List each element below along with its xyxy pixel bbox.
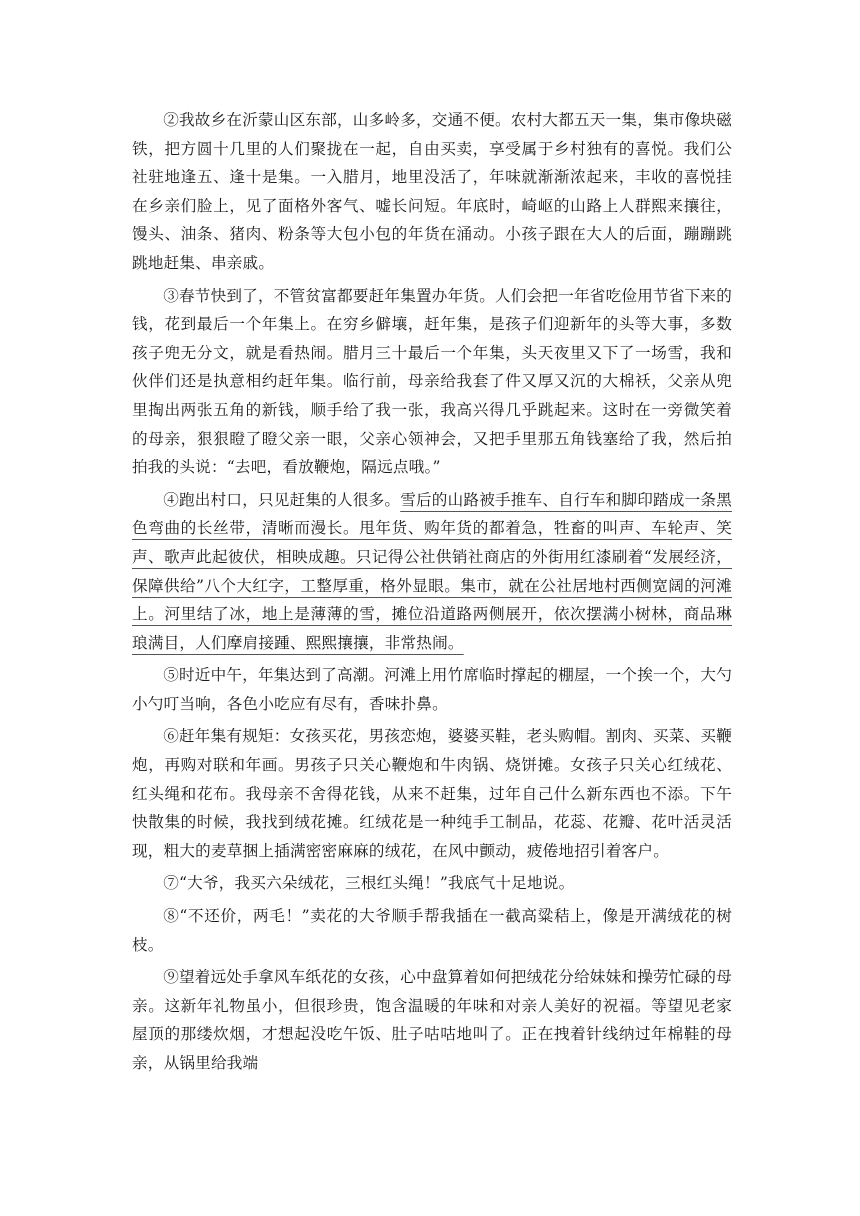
paragraph-6 [132,722,732,865]
document-body [132,106,732,1082]
paragraph-4 [132,486,732,658]
paragraph-text: ⑦“大爷，我买六朵绒花，三根红头绳！”我底气十足地说。 [163,874,575,893]
paragraph-text: ⑨望着远处手拿风车纸花的女孩，心中盘算着如何把绒花分给妹妹和操劳忙碌的母亲。这新年礼物虽小，但很珍贵，饱含温暖的年味和对亲人美好的祝福。等望见老家屋顶的那缕炊烟，才想起没吃午饭、肚子咕咕地叫了。正在拽着针线纳过年棉鞋的母亲，从锅里给我端 [132,968,732,1072]
paragraph-text: ⑥赶年集有规矩：女孩买花，男孩恋炮，婆婆买鞋，老头购帽。割肉、买菜、买鞭炮，再购对联和年画。男孩子只关心鞭炮和牛肉锅、烧饼摊。女孩子只关心红绒花、红头绳和花布。我母亲不舍得花钱，从来不赶集，过年自己什么新东西也不添。下午快散集的时候，我找到绒花摊。红绒花是一种纯手工制品，花蕊、花瓣、花叶活灵活现，粗大的麦草捆上插满密密麻麻的绒花，在风中颤动，疲倦地招引着客户。 [132,727,732,860]
paragraph-text: ④跑出村口，只见赶集的人很多。 [163,490,401,509]
paragraph-text: ②我故乡在沂蒙山区东部，山多岭多，交通不便。农村大都五天一集，集市像块磁铁，把方圆十几里的人们聚拢在一起，自由买卖，享受属于乡村独有的喜悦。我们公社驻地逢五、逢十是集。一入腊月，地里没活了，年味就渐渐浓起来，丰收的喜悦挂在乡亲们脸上，见了面格外客气、嘘长问短。年底时，崎岖的山路上人群熙来攘往，馒头、油条、猪肉、粉条等大包小包的年货在涌动。小孩子跟在大人的后面，蹦蹦跳跳地赶集、串亲戚。 [132,111,732,272]
paragraph-2 [132,106,732,278]
paragraph-7 [132,869,732,898]
underlined-passage: 雪后的山路被手推车、自行车和脚印踏成一条黑色弯曲的长丝带，清晰而漫长。甩年货、购年货的都着急，牲畜的叫声、车轮声、笑声、歌声此起彼伏，相映成趣。只记得公社供销社商店的外街用红漆刷着“发展经济，保障供给”八个大红字，工整厚重，格外显眼。集市，就在公社居地村西侧宽阔的河滩上。河里结了冰，地上是薄薄的雪，摊位沿道路两侧展开，依次摆满小树林，商品琳琅满目，人们摩肩接踵、熙熙攘攘，非常热闹。 [132,490,732,652]
paragraph-text: ③春节快到了，不管贫富都要赶年集置办年货。人们会把一年省吃俭用节省下来的钱，花到最后一个年集上。在穷乡僻壤，赶年集，是孩子们迎新年的头等大事，多数孩子兜无分文，就是看热闹。腊月三十最后一个年集，头天夜里又下了一场雪，我和伙伴们还是执意相约赶年集。临行前，母亲给我套了件又厚又沉的大棉袄，父亲从兜里掏出两张五角的新钱，顺手给了我一张，我高兴得几乎跳起来。这时在一旁微笑着的母亲，狠狠瞪了瞪父亲一眼，父亲心领神会，又把手里那五角钱塞给了我，然后拍拍我的头说：“去吧，看放鞭炮，隔远点哦。” [132,286,732,477]
paragraph-8 [132,902,732,959]
paragraph-3 [132,282,732,482]
paragraph-text: ⑤时近中午，年集达到了高潮。河滩上用竹席临时撑起的棚屋，一个挨一个，大勺小勺叮当响，各色小吃应有尽有，香味扑鼻。 [132,666,732,713]
paragraph-text: ⑧“不还价，两毛！”卖花的大爷顺手帮我插在一截高粱秸上，像是开满绒花的树枝。 [132,907,732,954]
paragraph-9 [132,963,732,1077]
paragraph-5 [132,661,732,718]
